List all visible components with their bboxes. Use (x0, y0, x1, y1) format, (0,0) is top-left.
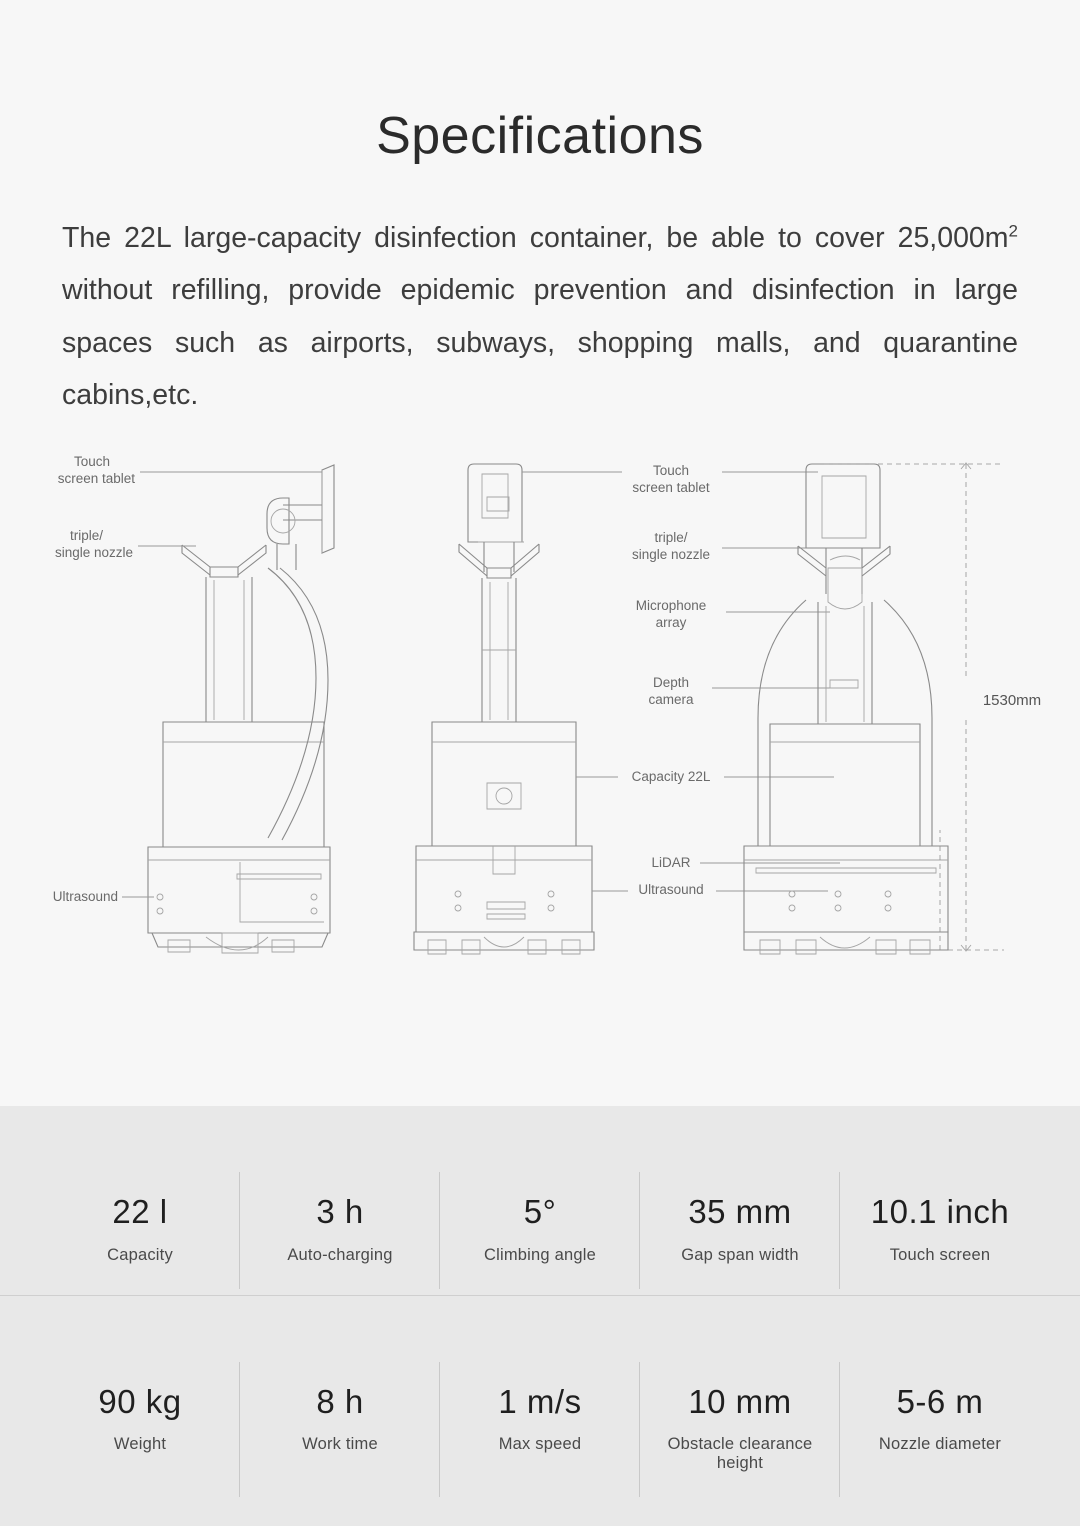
intro-paragraph (62, 212, 1018, 422)
spec-nozzle-diameter-label: Nozzle diameter (878, 1435, 1002, 1454)
spec-touch-screen (840, 1166, 1040, 1295)
spec-gap-span-width-value: 35 mm (688, 1193, 792, 1230)
spec-climbing-angle-label: Climbing angle (484, 1245, 596, 1264)
intro-unit: m (984, 222, 1009, 254)
dimension-height-label: 1530mm (982, 691, 1042, 709)
callout-side-2-line1: Ultrasound (52, 888, 118, 904)
spec-nozzle-diameter-value: 5-6 m (896, 1382, 984, 1420)
callout-front-2-line1: Microphone (635, 597, 707, 613)
diagram-side-view (53, 454, 334, 953)
spec-nozzle-diameter (840, 1356, 1040, 1504)
callout-front-0-line2: screen tablet (632, 479, 710, 495)
spec-obstacle-clearance-value: 10 mm (688, 1382, 792, 1420)
spec-work-time-label: Work time (302, 1435, 378, 1454)
specs-row-2 (0, 1295, 1080, 1504)
product-diagram (0, 450, 1080, 990)
diagram-rear-view (744, 463, 1041, 954)
spec-capacity-label: Capacity (107, 1245, 173, 1264)
diagram-front-callouts (522, 463, 840, 897)
callout-front-6-line1: Ultrasound (638, 881, 704, 897)
spec-work-time (240, 1356, 440, 1504)
callout-front-5-line1: LiDAR (651, 854, 691, 870)
callout-front-1-line1: triple/ (654, 529, 688, 545)
spec-obstacle-clearance-label: Obstacle clearance height (667, 1435, 813, 1473)
diagram-front-view (414, 464, 594, 954)
intro-text-after: without refilling, provide epidemic prevention and disinfection in large spaces such as airports, subways, shopping malls, and quarantine cabins,etc. (62, 274, 1018, 412)
spec-auto-charging-value: 3 h (316, 1193, 364, 1230)
spec-climbing-angle-value: 5° (523, 1193, 557, 1230)
specs-table (0, 1106, 1080, 1526)
spec-touch-screen-label: Touch screen (889, 1245, 991, 1264)
spec-gap-span-width (640, 1166, 840, 1295)
callout-side-1-line1: triple/ (69, 527, 103, 543)
spec-climbing-angle (440, 1166, 640, 1295)
callout-front-3-line2: camera (648, 691, 694, 707)
spec-gap-span-width-label: Gap span width (681, 1245, 799, 1264)
spec-touch-screen-value: 10.1 inch (870, 1193, 1010, 1230)
spec-auto-charging (240, 1166, 440, 1295)
spec-max-speed-label: Max speed (498, 1435, 582, 1454)
specs-row-1 (0, 1106, 1080, 1295)
intro-superscript: 2 (1008, 221, 1018, 241)
intro-text-before: The 22L large-capacity disinfection container, be able to cover 25,000 (62, 222, 985, 254)
callout-front-1-line2: single nozzle (631, 546, 711, 562)
spec-obstacle-clearance (640, 1356, 840, 1504)
spec-max-speed (440, 1356, 640, 1504)
callout-front-0-line1: Touch (652, 462, 690, 478)
spec-weight (40, 1356, 240, 1504)
page-title: Specifications (376, 107, 704, 165)
spec-capacity-value: 22 l (112, 1193, 168, 1230)
spec-max-speed-value: 1 m/s (498, 1382, 582, 1420)
spec-auto-charging-label: Auto-charging (287, 1245, 393, 1264)
callout-front-2-line2: array (655, 614, 687, 630)
callout-side-1-line2: single nozzle (54, 544, 133, 560)
spec-work-time-value: 8 h (316, 1382, 364, 1420)
callout-front-3-line1: Depth (652, 674, 690, 690)
spec-weight-label: Weight (113, 1435, 167, 1454)
callout-side-0-line1: Touch (73, 453, 110, 469)
callout-side-0-line2: screen tablet (57, 470, 135, 486)
spec-capacity (40, 1166, 240, 1295)
spec-weight-value: 90 kg (98, 1382, 182, 1420)
callout-front-4-line1: Capacity 22L (631, 768, 711, 784)
